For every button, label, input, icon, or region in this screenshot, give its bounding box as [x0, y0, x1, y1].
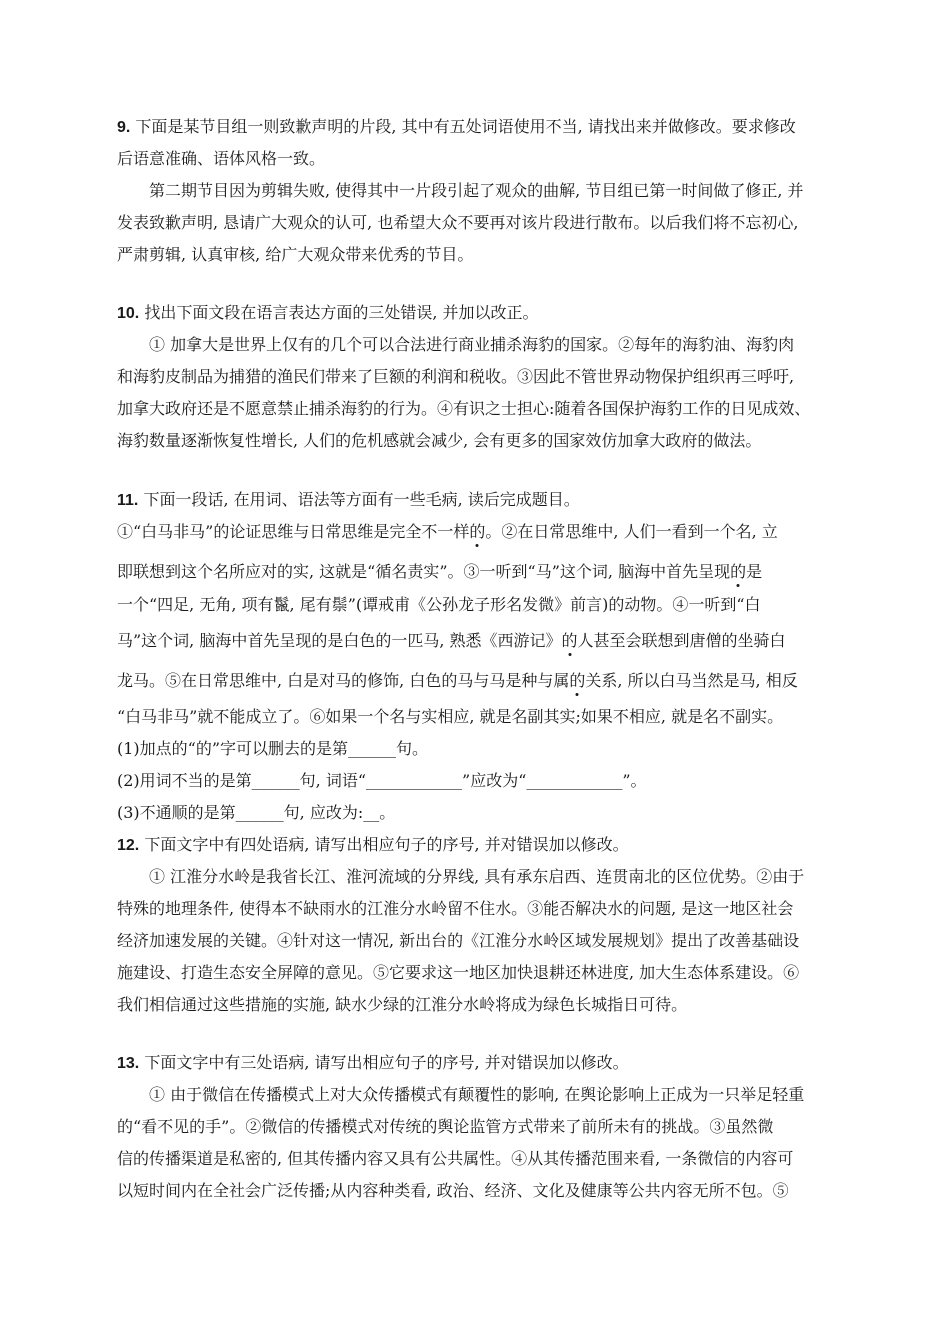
q13-prompt: 13. 下面文字中有三处语病, 请写出相应句子的序号, 并对错误加以修改。 [117, 1053, 629, 1072]
q13-number: 13. [117, 1055, 140, 1072]
q11-passage-line-1: ①“白马非马”的论证思维与日常思维是完全不一样的。②在日常思维中, 人们一看到一个名, 立 [117, 522, 778, 541]
q11-sub-3: (3)不通顺的是第______句, 应改为:__。 [117, 803, 396, 822]
q12-passage-line-4: 施建设、打造生态安全屏障的意见。⑤它要求这一地区加快退耕还林进度, 加大生态体系建设。⑥ [117, 963, 800, 982]
q12-passage-line-1: ① 江淮分水岭是我省长江、淮河流域的分界线, 具有承东启西、连贯南北的区位优势。②由于 [149, 867, 805, 886]
dotted-de-1: 的 [469, 522, 486, 541]
dotted-de-4: 的 [569, 671, 586, 690]
q12-passage-line-5: 我们相信通过这些措施的实施, 缺水少绿的江淮分水岭将成为绿色长城指日可待。 [117, 995, 688, 1014]
q11-passage-line-5: 龙马。⑤在日常思维中, 白是对马的修饰, 白色的马与马是种与属的关系, 所以白马当然是马, 相反 [117, 671, 798, 690]
q11-number: 11. [117, 492, 139, 509]
q13-passage-line-3: 信的传播渠道是私密的, 但其传播内容又具有公共属性。④从其传播范围来看, 一条微信的内容可 [117, 1149, 794, 1168]
q13-passage-line-4: 以短时间内在全社会广泛传播;从内容种类看, 政治、经济、文化及健康等公共内容无所不包。⑤ [117, 1181, 789, 1200]
dotted-de-3: 的 [561, 631, 578, 650]
q10-number: 10. [117, 305, 140, 322]
q11-passage-line-4: 马”这个词, 脑海中首先呈现的是白色的一匹马, 熟悉《西游记》的人甚至会联想到唐僧的坐骑白 [117, 631, 786, 650]
q10-passage-line-2: 和海豹皮制品为捕猎的渔民们带来了巨额的利润和税收。③因此不管世界动物保护组织再三呼吁, [117, 367, 795, 386]
q11-sub-1: (1)加点的“的”字可以删去的是第______句。 [117, 739, 429, 758]
q12-number: 12. [117, 837, 140, 854]
q10-prompt: 10. 找出下面文段在语言表达方面的三处错误, 并加以改正。 [117, 303, 539, 322]
q11-prompt: 11. 下面一段话, 在用词、语法等方面有一些毛病, 读后完成题目。 [117, 490, 580, 509]
q11-passage-line-6: “白马非马”就不能成立了。⑥如果一个名与实相应, 就是名副其实;如果不相应, 就是名不副实。 [117, 707, 784, 726]
q13-passage-line-1: ① 由于微信在传播模式上对大众传播模式有颠覆性的影响, 在舆论影响上正成为一只举足轻重 [149, 1085, 805, 1104]
q11-passage-line-2: 即联想到这个名所应对的实, 这就是“循名责实”。③一听到“马”这个词, 脑海中首先呈现的是 [117, 562, 763, 581]
q9-prompt-line-1: 9. 下面是某节目组一则致歉声明的片段, 其中有五处词语使用不当, 请找出来并做修改。要求修改 [117, 117, 796, 136]
q11-passage-line-3: 一个“四足, 无角, 项有鬣, 尾有鬃”(谭戒甫《公孙龙子形名发微》前言)的动物。④一听到“白 [117, 595, 761, 614]
q11-sub-2: (2)用词不当的是第______句, 词语“____________”应改为“____________”。 [117, 771, 647, 790]
q13-passage-line-2: 的“看不见的手”。②微信的传播模式对传统的舆论监管方式带来了前所未有的挑战。③虽然微 [117, 1117, 774, 1136]
q12-passage-line-3: 经济加速发展的关键。④针对这一情况, 新出台的《江淮分水岭区域发展规划》提出了改善基础设 [117, 931, 800, 950]
q9-number: 9. [117, 119, 131, 136]
q9-passage-line-3: 严肃剪辑, 认真审核, 给广大观众带来优秀的节目。 [117, 245, 474, 264]
q9-passage-line-1: 第二期节目因为剪辑失败, 使得其中一片段引起了观众的曲解, 节目组已第一时间做了修正, 并 [149, 181, 804, 200]
q12-passage-line-2: 特殊的地理条件, 使得本不缺雨水的江淮分水岭留不住水。③能否解决水的问题, 是这一地区社会 [117, 899, 794, 918]
q10-passage-line-4: 海豹数量逐渐恢复性增长, 人们的危机感就会减少, 会有更多的国家效仿加拿大政府的做法。 [117, 431, 762, 450]
q9-passage-line-2: 发表致歉声明, 恳请广大观众的认可, 也希望大众不要再对该片段进行散布。以后我们将不忘初心, [117, 213, 799, 232]
dotted-de-2: 的 [730, 562, 747, 581]
q9-prompt-line-2: 后语意准确、语体风格一致。 [117, 149, 326, 168]
q12-prompt: 12. 下面文字中有四处语病, 请写出相应句子的序号, 并对错误加以修改。 [117, 835, 629, 854]
q10-passage-line-1: ① 加拿大是世界上仅有的几个可以合法进行商业捕杀海豹的国家。②每年的海豹油、海豹肉 [149, 335, 795, 354]
q10-passage-line-3: 加拿大政府还是不愿意禁止捕杀海豹的行为。④有识之士担心:随着各国保护海豹工作的日见成效、 [117, 399, 811, 418]
